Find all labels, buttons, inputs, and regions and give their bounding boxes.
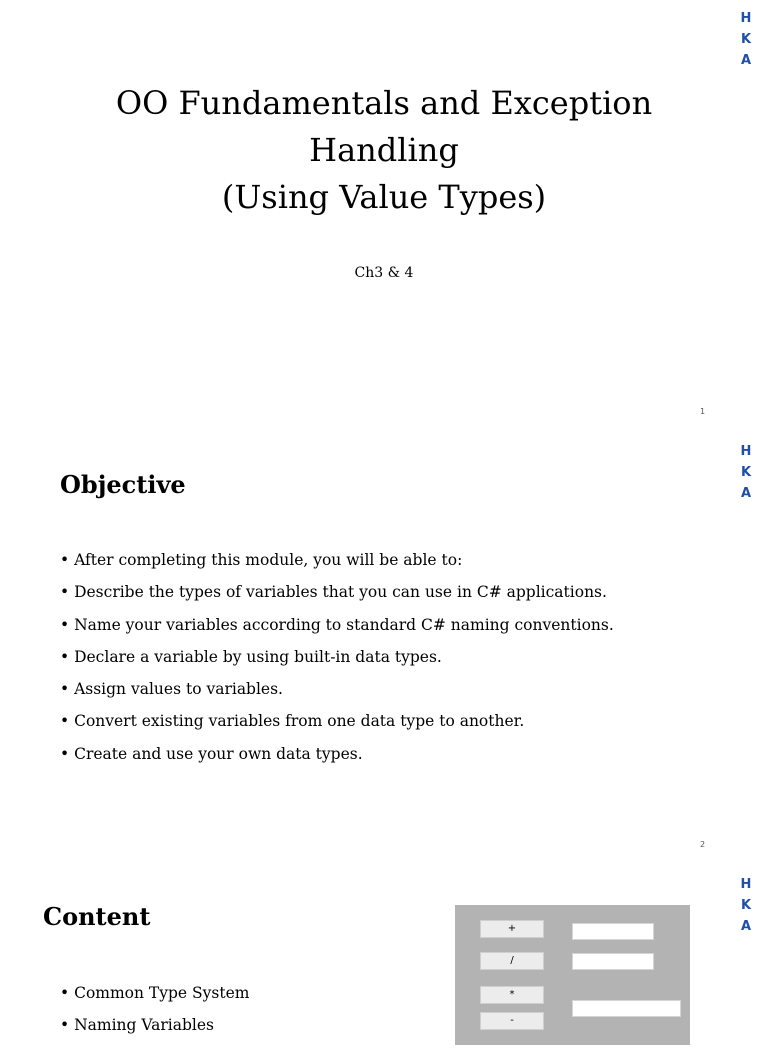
logo-letter: K — [740, 465, 752, 480]
multiply-button: * — [480, 986, 544, 1004]
title-line: OO Fundamentals and Exception — [115, 84, 653, 122]
minus-button: - — [480, 1012, 544, 1030]
slide-heading: Objective — [60, 470, 186, 499]
logo-letter: H — [740, 11, 752, 26]
title-line: (Using Value Types) — [221, 178, 547, 216]
page-number: 1 — [700, 407, 706, 416]
list-item: • Common Type System — [60, 984, 249, 1016]
list-item: • After completing this module, you will be able to: — [60, 551, 614, 583]
title-line: Handling — [309, 131, 459, 169]
logo-letter: K — [740, 898, 752, 913]
calculator-screenshot — [455, 905, 690, 1045]
list-item: • Create and use your own data types. — [60, 745, 614, 777]
hka-logo — [736, 441, 756, 504]
list-item: • Name your variables according to standard C# naming conventions. — [60, 616, 614, 648]
objective-list — [60, 551, 614, 777]
hka-logo — [736, 874, 756, 937]
slide-title — [60, 80, 708, 221]
page-number: 2 — [700, 840, 706, 849]
list-item: • Declare a variable by using built-in data types. — [60, 648, 614, 680]
list-item: • Describe the types of variables that you can use in C# applications. — [60, 583, 614, 615]
slide-heading: Content — [43, 902, 151, 931]
logo-letter: K — [740, 32, 752, 47]
logo-letter: H — [740, 877, 752, 892]
operand-field — [572, 953, 654, 970]
operand-field — [572, 923, 654, 940]
hka-logo — [736, 8, 756, 71]
content-list — [60, 984, 249, 1049]
list-item: • Naming Variables — [60, 1016, 249, 1048]
plus-button: + — [480, 920, 544, 938]
divide-button: / — [480, 952, 544, 970]
slide-1 — [0, 0, 768, 432]
slide-2 — [0, 433, 768, 865]
list-item: • Assign values to variables. — [60, 680, 614, 712]
slide-3 — [0, 866, 768, 1035]
result-field — [572, 1000, 681, 1017]
slide-subtitle: Ch3 & 4 — [354, 265, 414, 281]
logo-letter: A — [740, 53, 752, 68]
logo-letter: A — [740, 919, 752, 934]
list-item: • Convert existing variables from one data type to another. — [60, 712, 614, 744]
logo-letter: H — [740, 444, 752, 459]
logo-letter: A — [740, 486, 752, 501]
